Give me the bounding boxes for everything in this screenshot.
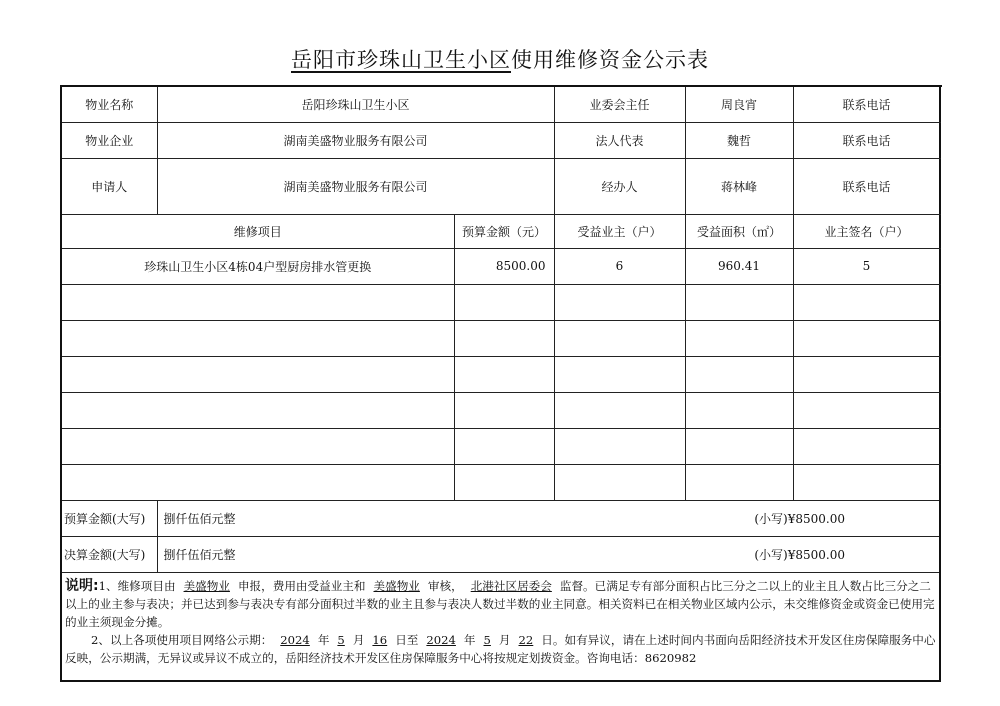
final-total-label: 决算金额(大写) bbox=[61, 536, 157, 572]
info-row bbox=[61, 122, 940, 158]
final-total-row bbox=[61, 536, 940, 572]
item-owners: 6 bbox=[554, 248, 685, 284]
end-day: 22 bbox=[518, 632, 534, 647]
start-year: 2024 bbox=[280, 632, 310, 647]
info-value: 湖南美盛物业服务有限公司 bbox=[157, 158, 554, 214]
header-budget: 预算金额（元） bbox=[454, 214, 554, 248]
info-value: 湖南美盛物业服务有限公司 bbox=[157, 122, 554, 158]
budget-total-lower-label: (小写) bbox=[754, 511, 788, 526]
empty-row bbox=[61, 356, 940, 392]
final-total-lower: ¥8500.00 bbox=[787, 547, 845, 562]
budget-total-row bbox=[61, 500, 940, 536]
title-rest: 使用维修资金公示表 bbox=[511, 48, 709, 72]
empty-row bbox=[61, 464, 940, 500]
page-title bbox=[0, 44, 1000, 74]
start-day: 16 bbox=[372, 632, 388, 647]
title-community: 岳阳市珍珠山卫生小区 bbox=[291, 48, 511, 72]
final-total-upper: 捌仟伍佰元整 bbox=[163, 547, 236, 562]
end-year: 2024 bbox=[426, 632, 456, 647]
phone-label: 联系电话 bbox=[793, 122, 940, 158]
notes-cell: 说明:1、维修项目由 美盛物业 申报，费用由受益业主和 美盛物业 审核， 北港社区居委会 监督。已满足专有部分面积占比三分之二以上的业主且人数占比三分之二以上的业主参与表决；并已达到参与表决专有部分面积过半数的业主且参与表决人数过半数的业主同意。相关资料已在相关物业区域内公示，未交维修资金或资金已使用完的业主须现金分摊。 2、以上各项使用项目网络公示期： 2024 年 5 月 16 日至 2024 年 5 月 22 日。如有异议，请在上述时间内书面向岳阳经济技术开发区住房保障服务中心反映，公示期满，无异议或异议不成立的，岳阳经济技术开发区住房保障服务中心将按规定划拨资金。咨询电话：8620982 bbox=[61, 572, 940, 681]
start-month: 5 bbox=[337, 632, 345, 647]
info-label: 物业名称 bbox=[61, 86, 157, 122]
header-owners: 受益业主（户） bbox=[554, 214, 685, 248]
info-value: 岳阳珍珠山卫生小区 bbox=[157, 86, 554, 122]
notes-row bbox=[61, 572, 940, 681]
header-signed: 业主签名（户） bbox=[793, 214, 940, 248]
empty-row bbox=[61, 392, 940, 428]
supervisor: 北港社区居委会 bbox=[470, 578, 552, 593]
reviewer: 美盛物业 bbox=[373, 578, 420, 593]
header-area: 受益面积（㎡） bbox=[685, 214, 793, 248]
info-row bbox=[61, 158, 940, 214]
budget-total-label: 预算金额(大写) bbox=[61, 500, 157, 536]
end-month: 5 bbox=[483, 632, 491, 647]
empty-row bbox=[61, 428, 940, 464]
notes-heading: 说明: bbox=[65, 577, 99, 594]
item-signed: 5 bbox=[793, 248, 940, 284]
budget-total-lower: ¥8500.00 bbox=[787, 511, 845, 526]
role-value: 蒋林峰 bbox=[685, 158, 793, 214]
role-label: 法人代表 bbox=[554, 122, 685, 158]
empty-row bbox=[61, 284, 940, 320]
phone-label: 联系电话 bbox=[793, 158, 940, 214]
info-row bbox=[61, 86, 940, 122]
item-project: 珍珠山卫生小区4栋04户型厨房排水管更换 bbox=[61, 248, 454, 284]
role-label: 业委会主任 bbox=[554, 86, 685, 122]
fund-notice-table bbox=[60, 85, 941, 682]
final-total-lower-label: (小写) bbox=[754, 547, 788, 562]
item-area: 960.41 bbox=[685, 248, 793, 284]
role-value: 魏哲 bbox=[685, 122, 793, 158]
info-label: 申请人 bbox=[61, 158, 157, 214]
header-project: 维修项目 bbox=[61, 214, 454, 248]
reporter: 美盛物业 bbox=[183, 578, 230, 593]
item-budget: 8500.00 bbox=[454, 248, 554, 284]
role-value: 周良宵 bbox=[685, 86, 793, 122]
table-row bbox=[61, 248, 940, 284]
phone-label: 联系电话 bbox=[793, 86, 940, 122]
info-label: 物业企业 bbox=[61, 122, 157, 158]
empty-row bbox=[61, 320, 940, 356]
role-label: 经办人 bbox=[554, 158, 685, 214]
item-header-row bbox=[61, 214, 940, 248]
budget-total-upper: 捌仟伍佰元整 bbox=[163, 511, 236, 526]
